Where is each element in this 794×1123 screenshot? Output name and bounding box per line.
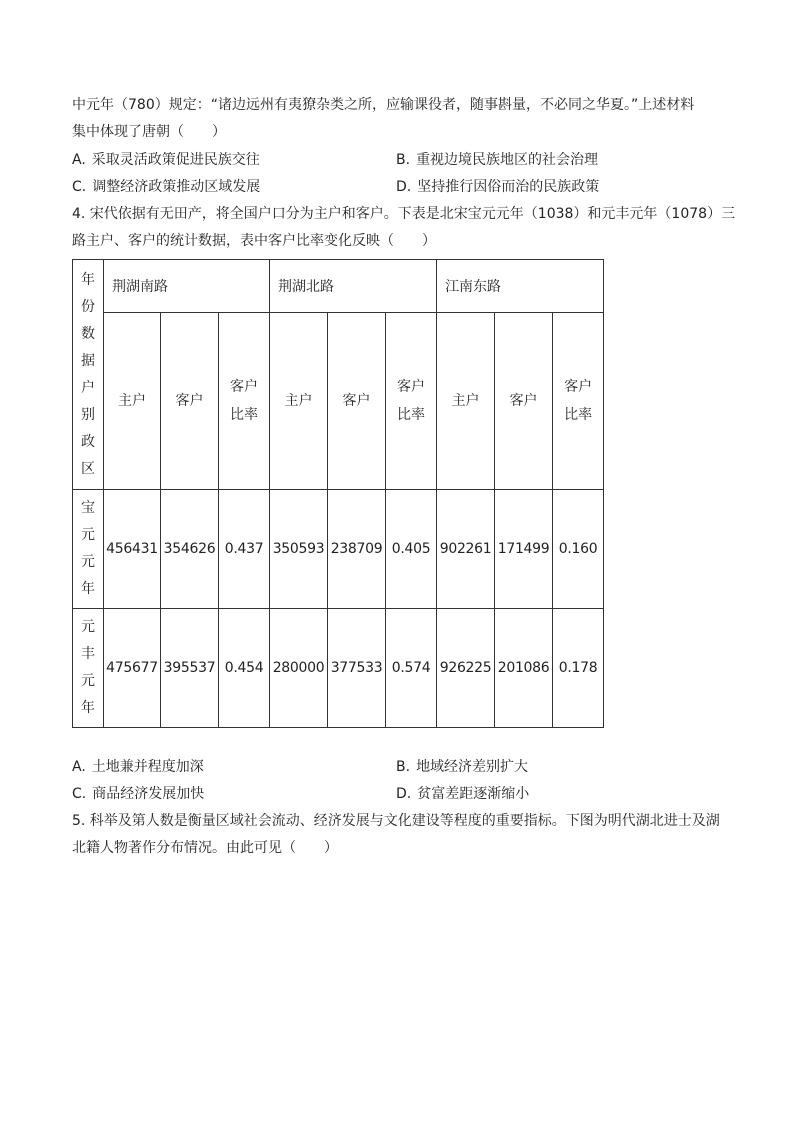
row-year-label: 元丰元年: [73, 609, 104, 728]
table-cell: 0.405: [386, 490, 437, 609]
table-corner-header: [73, 260, 104, 490]
table-cell: 171499: [495, 490, 553, 609]
table-cell: 902261: [437, 490, 495, 609]
option-label: A.: [72, 152, 86, 168]
option-label: C.: [72, 179, 87, 195]
table-cell: 350593: [270, 490, 328, 609]
q4-option-c: [72, 784, 204, 804]
table-cell: 377533: [328, 609, 386, 728]
table-cell: 926225: [437, 609, 495, 728]
row-year-label: 宝元元年: [73, 490, 104, 609]
sub-header-guest-ratio: 客户比率: [386, 313, 437, 490]
corner-header-text: 年份数据户别政区: [81, 271, 95, 477]
q4-option-b: [396, 757, 528, 777]
option-text: 采取灵活政策促进民族交往: [91, 152, 260, 168]
sub-header-main-households: 主户: [104, 313, 161, 490]
q3-option-b: [396, 150, 598, 170]
q4-option-a: [72, 757, 204, 777]
sub-header-guest-households: 客户: [161, 313, 219, 490]
option-label: A.: [72, 759, 86, 775]
sub-header-main-households: 主户: [270, 313, 328, 490]
table-cell: 456431: [104, 490, 161, 609]
option-text: 坚持推行因俗而治的民族政策: [417, 179, 600, 195]
table-row-baoyuan: [73, 490, 604, 609]
q4-text-line2: 路主户、客户的统计数据，表中客户比率变化反映（ ）: [72, 233, 436, 249]
table-cell: 0.160: [553, 490, 604, 609]
option-label: B.: [396, 152, 411, 168]
table-cell: 201086: [495, 609, 553, 728]
q3-option-c: [72, 177, 260, 197]
sub-header-guest-ratio: 客户比率: [553, 313, 604, 490]
table-cell: 0.454: [219, 609, 270, 728]
option-label: B.: [396, 759, 411, 775]
q4-text-line1: 4. 宋代依据有无田产，将全国户口分为主户和客户。下表是北宋宝元元年（1038）和元丰元年（1078）三: [72, 206, 736, 222]
table-cell: 475677: [104, 609, 161, 728]
sub-header-guest-ratio: 客户比率: [219, 313, 270, 490]
option-text: 商品经济发展加快: [92, 786, 205, 802]
table-cell: 0.574: [386, 609, 437, 728]
table-cell: 0.178: [553, 609, 604, 728]
table-row-yuanfeng: [73, 609, 604, 728]
sub-header-guest-households: 客户: [495, 313, 553, 490]
option-text: 重视边境民族地区的社会治理: [416, 152, 599, 168]
table-cell: 354626: [161, 490, 219, 609]
region-header-jinghu-south: 荆湖南路: [104, 260, 270, 313]
option-text: 贫富差距逐渐缩小: [417, 786, 530, 802]
q5-text-line2: 北籍人物著作分布情况。由此可见（ ）: [72, 840, 338, 856]
option-label: C.: [72, 786, 87, 802]
table-cell: 0.437: [219, 490, 270, 609]
region-header-jiangnan-east: 江南东路: [437, 260, 604, 313]
q3-text-line2: 集中体现了唐朝（ ）: [72, 124, 226, 140]
option-text: 调整经济政策推动区域发展: [92, 179, 261, 195]
q3-text-line1: 中元年（780）规定：“诸边远州有夷獠杂类之所，应输课役者，随事斟量，不必同之华夏。”上述材料: [72, 97, 695, 113]
household-statistics-table: [72, 259, 604, 728]
option-text: 土地兼并程度加深: [91, 759, 204, 775]
table-cell: 280000: [270, 609, 328, 728]
option-label: D.: [396, 179, 412, 195]
option-text: 地域经济差别扩大: [416, 759, 529, 775]
q3-option-d: [396, 177, 599, 197]
table-cell: 395537: [161, 609, 219, 728]
sub-header-guest-households: 客户: [328, 313, 386, 490]
q5-text-line1: 5. 科举及第人数是衡量区域社会流动、经济发展与文化建设等程度的重要指标。下图为明代湖北进士及湖: [72, 813, 720, 829]
region-header-jinghu-north: 荆湖北路: [270, 260, 437, 313]
option-label: D.: [396, 786, 412, 802]
q4-option-d: [396, 784, 529, 804]
table-cell: 238709: [328, 490, 386, 609]
q3-option-a: [72, 150, 260, 170]
sub-header-main-households: 主户: [437, 313, 495, 490]
